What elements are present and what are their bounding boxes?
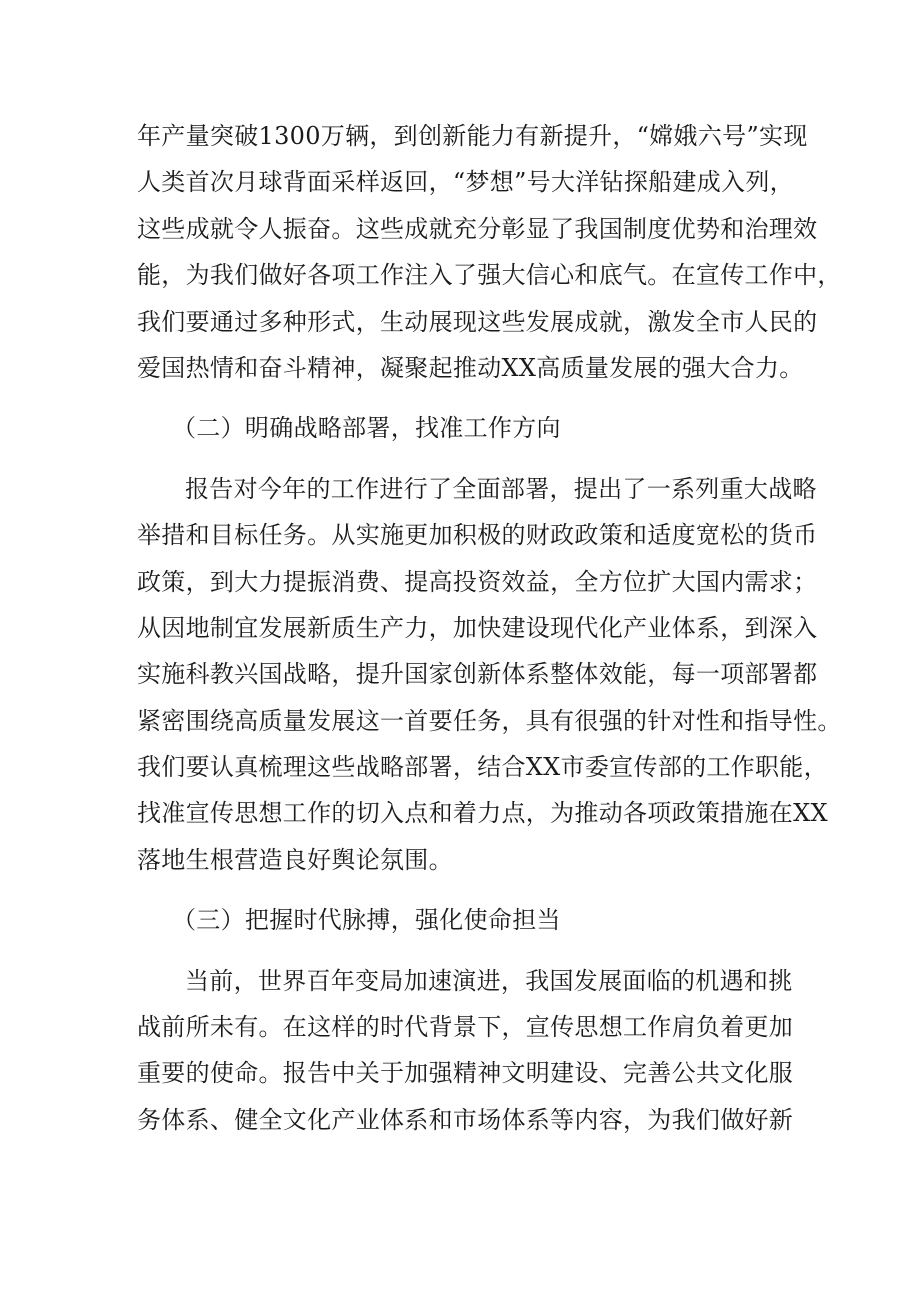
text-line: 年产量突破1300万辆，到创新能力有新提升，“嫦娥六号”实现 xyxy=(137,122,808,150)
text-line: 重要的使命。报告中关于加强精神文明建设、完善公共文化服 xyxy=(137,1059,794,1088)
text-line: 从因地制宜发展新质生产力，加快建设现代化产业体系，到深入 xyxy=(137,613,818,642)
document-page xyxy=(137,113,842,1143)
paragraph-achievements xyxy=(137,113,842,391)
text-line: 实施科教兴国战略，提升国家创新体系整体效能，每一项部署都 xyxy=(137,660,818,689)
text-line: 找准宣传思想工作的切入点和着力点，为推动各项政策措施在XX xyxy=(137,799,828,828)
text-line: 报告对今年的工作进行了全面部署，提出了一系列重大战略 xyxy=(185,474,817,503)
text-line: 能，为我们做好各项工作注入了强大信心和底气。在宣传工作中， xyxy=(137,261,842,290)
text-line: 落地生根营造良好舆论氛围。 xyxy=(137,845,453,874)
paragraph-strategy xyxy=(137,466,842,884)
text-line: 我们要通过多种形式，生动展现这些发展成就，激发全市人民的 xyxy=(137,307,818,336)
section-heading-2: （二）明确战略部署，找准工作方向 xyxy=(172,414,561,443)
text-line: 人类首次月球背面采样返回，“梦想”号大洋钻探船建成入列， xyxy=(137,168,794,197)
text-line: 爱国热情和奋斗精神，凝聚起推动XX高质量发展的强大合力。 xyxy=(137,353,804,382)
paragraph-mission xyxy=(137,958,794,1144)
text-line: 当前，世界百年变局加速演进，我国发展面临的机遇和挑 xyxy=(185,966,793,995)
text-line: 政策，到大力提振消费、提高投资效益，全方位扩大国内需求； xyxy=(137,567,818,596)
text-line: 举措和目标任务。从实施更加积极的财政政策和适度宽松的货币 xyxy=(137,521,818,550)
text-line: 务体系、健全文化产业体系和市场体系等内容，为我们做好新 xyxy=(137,1105,794,1134)
section-heading-3: （三）把握时代脉搏，强化使命担当 xyxy=(172,906,561,935)
text-line: 我们要认真梳理这些战略部署，结合XX市委宣传部的工作职能， xyxy=(137,753,828,782)
text-line: 战前所未有。在这样的时代背景下，宣传思想工作肩负着更加 xyxy=(137,1013,794,1042)
text-line: 紧密围绕高质量发展这一首要任务，具有很强的针对性和指导性。 xyxy=(137,706,842,735)
text-line: 这些成就令人振奋。这些成就充分彰显了我国制度优势和治理效 xyxy=(137,214,818,243)
